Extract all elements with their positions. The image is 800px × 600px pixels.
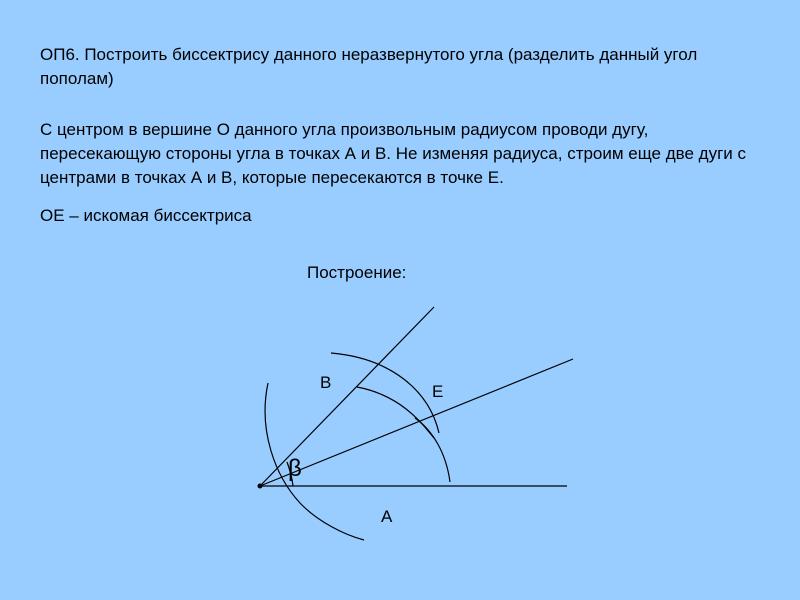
arc-center-a: [331, 353, 439, 433]
angle-side-ob: [260, 307, 434, 486]
vertex-o-point: [258, 484, 263, 489]
bisector-oe: [260, 359, 573, 486]
point-e-label: Е: [432, 382, 444, 401]
construction-label: Построение:: [307, 263, 407, 282]
construction-description: С центром в вершине О данного угла произвольным радиусом проводи дугу, пересекающую стороны угла в точках А и В. Не изменяя радиуса, строим еще две дуги с центрами в точках А и В, которые пересекаются в точке Е.: [40, 120, 746, 187]
arc-center-b: [415, 418, 450, 482]
slide-title: ОП6. Построить биссектрису данного неразвернутого угла (разделить данный угол пополам): [40, 45, 698, 88]
arc-center-o: [265, 383, 364, 540]
angle-beta-label: β: [288, 455, 302, 482]
point-b-label: В: [320, 373, 332, 392]
point-a-label: А: [381, 507, 393, 526]
bisector-conclusion: ОЕ – искомая биссектриса: [40, 206, 252, 225]
arc-center-a-inner: [357, 387, 434, 438]
